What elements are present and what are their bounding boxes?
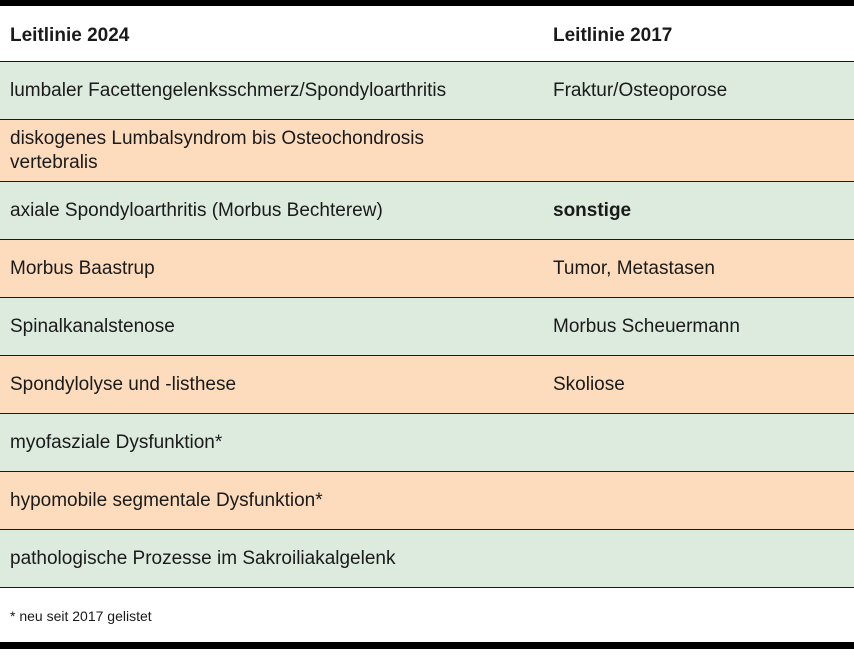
row-cell-2017: Skoliose: [553, 374, 625, 395]
header-col-2017: Leitlinie 2017: [553, 25, 673, 46]
row-cell-2017: sonstige: [553, 200, 632, 221]
row-cell-2024: hypomobile segmentale Dysfunktion*: [10, 490, 323, 511]
table-header: [0, 6, 854, 62]
bottom-rule: [0, 642, 854, 649]
footnote: * neu seit 2017 gelistet: [10, 608, 152, 624]
table-row: [0, 356, 854, 414]
row-cell-2017: Morbus Scheuermann: [553, 316, 740, 337]
table-row: [0, 530, 854, 588]
row-cell-2024: pathologische Prozesse im Sakroiliakalgelenk: [10, 548, 396, 569]
row-cell-2024: Morbus Baastrup: [10, 258, 155, 279]
row-cell-2017: Tumor, Metastasen: [553, 258, 715, 279]
table-row: [0, 240, 854, 298]
row-cell-2024: lumbaler Facettengelenksschmerz/Spondyloarthritis: [10, 80, 447, 101]
row-cell-2024: myofasziale Dysfunktion*: [10, 432, 223, 453]
table-row: [0, 182, 854, 240]
row-cell-2024: diskogenes Lumbalsyndrom bis Osteochondrosis vertebralis: [10, 128, 424, 173]
table-row: [0, 472, 854, 530]
table-row: [0, 120, 854, 182]
row-cell-2024: Spinalkanalstenose: [10, 316, 175, 337]
table-row: [0, 414, 854, 472]
row-cell-2024: axiale Spondyloarthritis (Morbus Bechterew): [10, 200, 383, 221]
header-col-2024: Leitlinie 2024: [10, 25, 130, 46]
row-cell-2017: Fraktur/Osteoporose: [553, 80, 728, 101]
table-row: [0, 298, 854, 356]
row-cell-2024: Spondylolyse und -listhese: [10, 374, 237, 395]
table-row: [0, 62, 854, 120]
